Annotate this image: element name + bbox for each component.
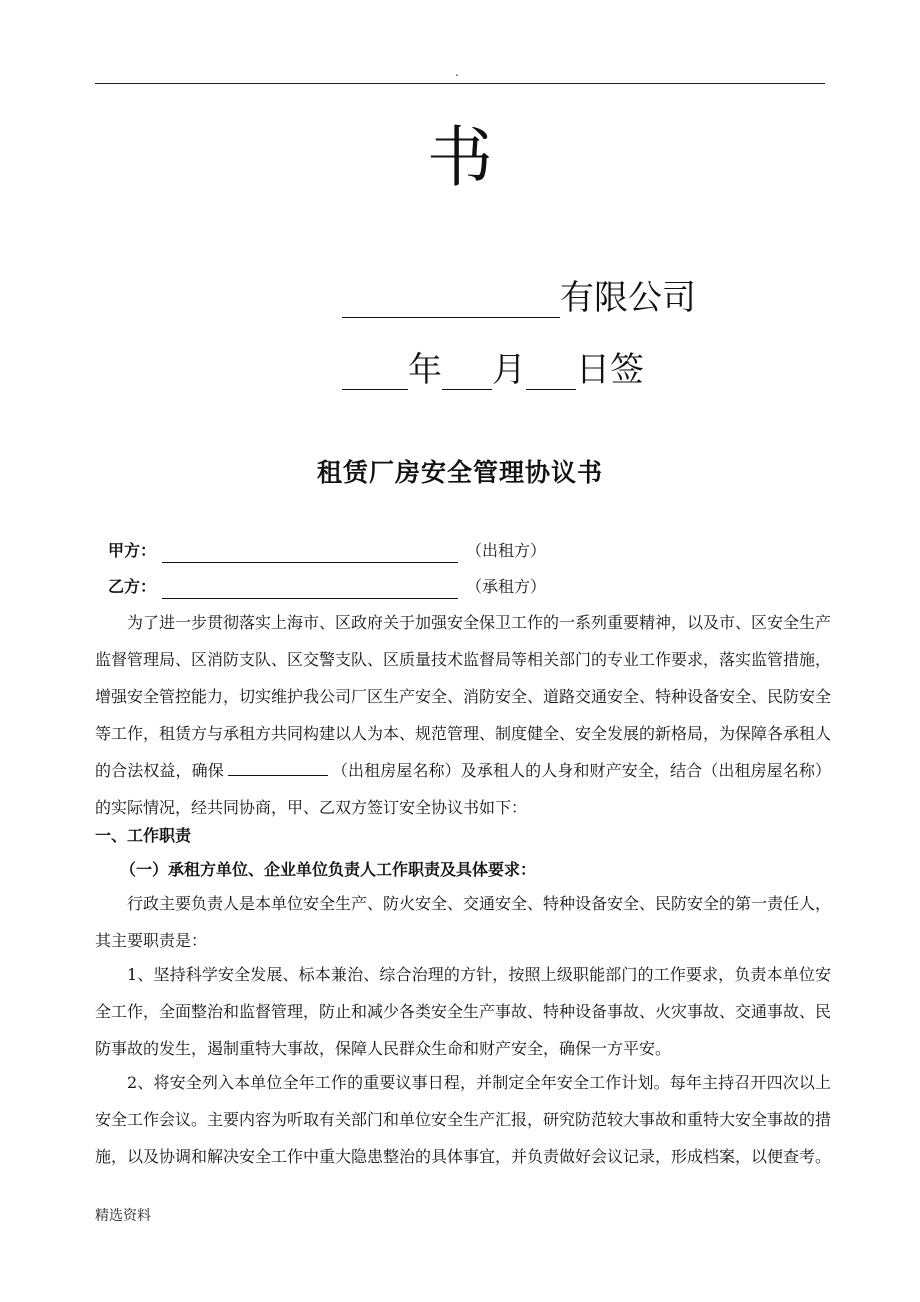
duty-item-2: 2、将安全列入本单位全年工作的重要议事日程，并制定全年安全工作计划。每年主持召开四次以上安全工作会议。主要内容为听取有关部门和单位安全生产汇报，研究防范较大事故和重特大安全事故的措施，以及协调和解决安全工作中重大隐患整治的具体事宜，并负责做好会议记录，形成档案，以便查考。	[95, 1073, 832, 1166]
party-b-blank[interactable]	[162, 578, 458, 599]
party-b-note: （承租方）	[466, 577, 547, 596]
company-name-line	[342, 270, 696, 326]
party-a-blank[interactable]	[162, 542, 458, 563]
month-label: 月	[492, 350, 526, 390]
party-b-row	[108, 575, 546, 599]
duty-paragraph: 行政主要负责人是本单位安全生产、防火安全、交通安全、特种设备安全、民防安全的第一责任人，其主要职责是：	[95, 894, 832, 950]
year-label: 年	[408, 350, 442, 390]
duty-item-1: 1、坚持科学安全发展、标本兼治、综合治理的方针，按照上级职能部门的工作要求，负责本单位安全工作，全面整治和监督管理，防止和减少各类安全生产事故、特种设备事故、火灾事故、交通事故、民防事故的发生，遏制重特大事故，保障人民群众生命和财产安全，确保一方平安。	[95, 965, 832, 1058]
header-dot: .	[455, 65, 459, 79]
document-title: 租赁厂房安全管理协议书	[316, 458, 603, 487]
month-blank[interactable]	[442, 345, 492, 390]
company-name-blank[interactable]	[342, 273, 560, 318]
party-b-label: 乙方：	[108, 577, 157, 596]
party-a-note: （出租方）	[466, 541, 547, 560]
property-name-blank[interactable]	[228, 757, 328, 776]
day-sign-label: 日签	[576, 350, 644, 390]
header-rule	[95, 83, 825, 84]
footer-label: 精选资料	[95, 1208, 151, 1224]
cover-big-character: 书	[427, 119, 493, 196]
day-blank[interactable]	[526, 345, 576, 390]
intro-part-2: （出租房屋名称）及承租人的人身和财产安全，结合（出租房屋名称）的实际情况，经共同协商，甲、乙双方签订安全协议书如下：	[95, 761, 831, 817]
party-a-label: 甲方：	[108, 541, 157, 560]
intro-paragraph	[95, 604, 831, 826]
party-a-row	[108, 539, 546, 563]
year-blank[interactable]	[342, 345, 408, 390]
company-suffix: 有限公司	[560, 278, 696, 318]
intro-part-1: 为了进一步贯彻落实上海市、区政府关于加强安全保卫工作的一系列重要精神，以及市、区安全生产监督管理局、区消防支队、区交警支队、区质量技术监督局等相关部门的专业工作要求，落实监管措施，增强安全管控能力，切实维护我公司厂区生产安全、消防安全、道路交通安全、特种设备安全、民防安全等工作，租赁方与承租方共同构建以人为本、规范管理、制度健全、安全发展的新格局，为保障各承租人的合法权益，确保	[95, 613, 832, 780]
subsection-heading: （一）承租方单位、企业单位负责人工作职责及具体要求：	[120, 860, 537, 879]
signing-date-line	[342, 342, 644, 398]
section-heading: 一、工作职责	[95, 826, 192, 845]
